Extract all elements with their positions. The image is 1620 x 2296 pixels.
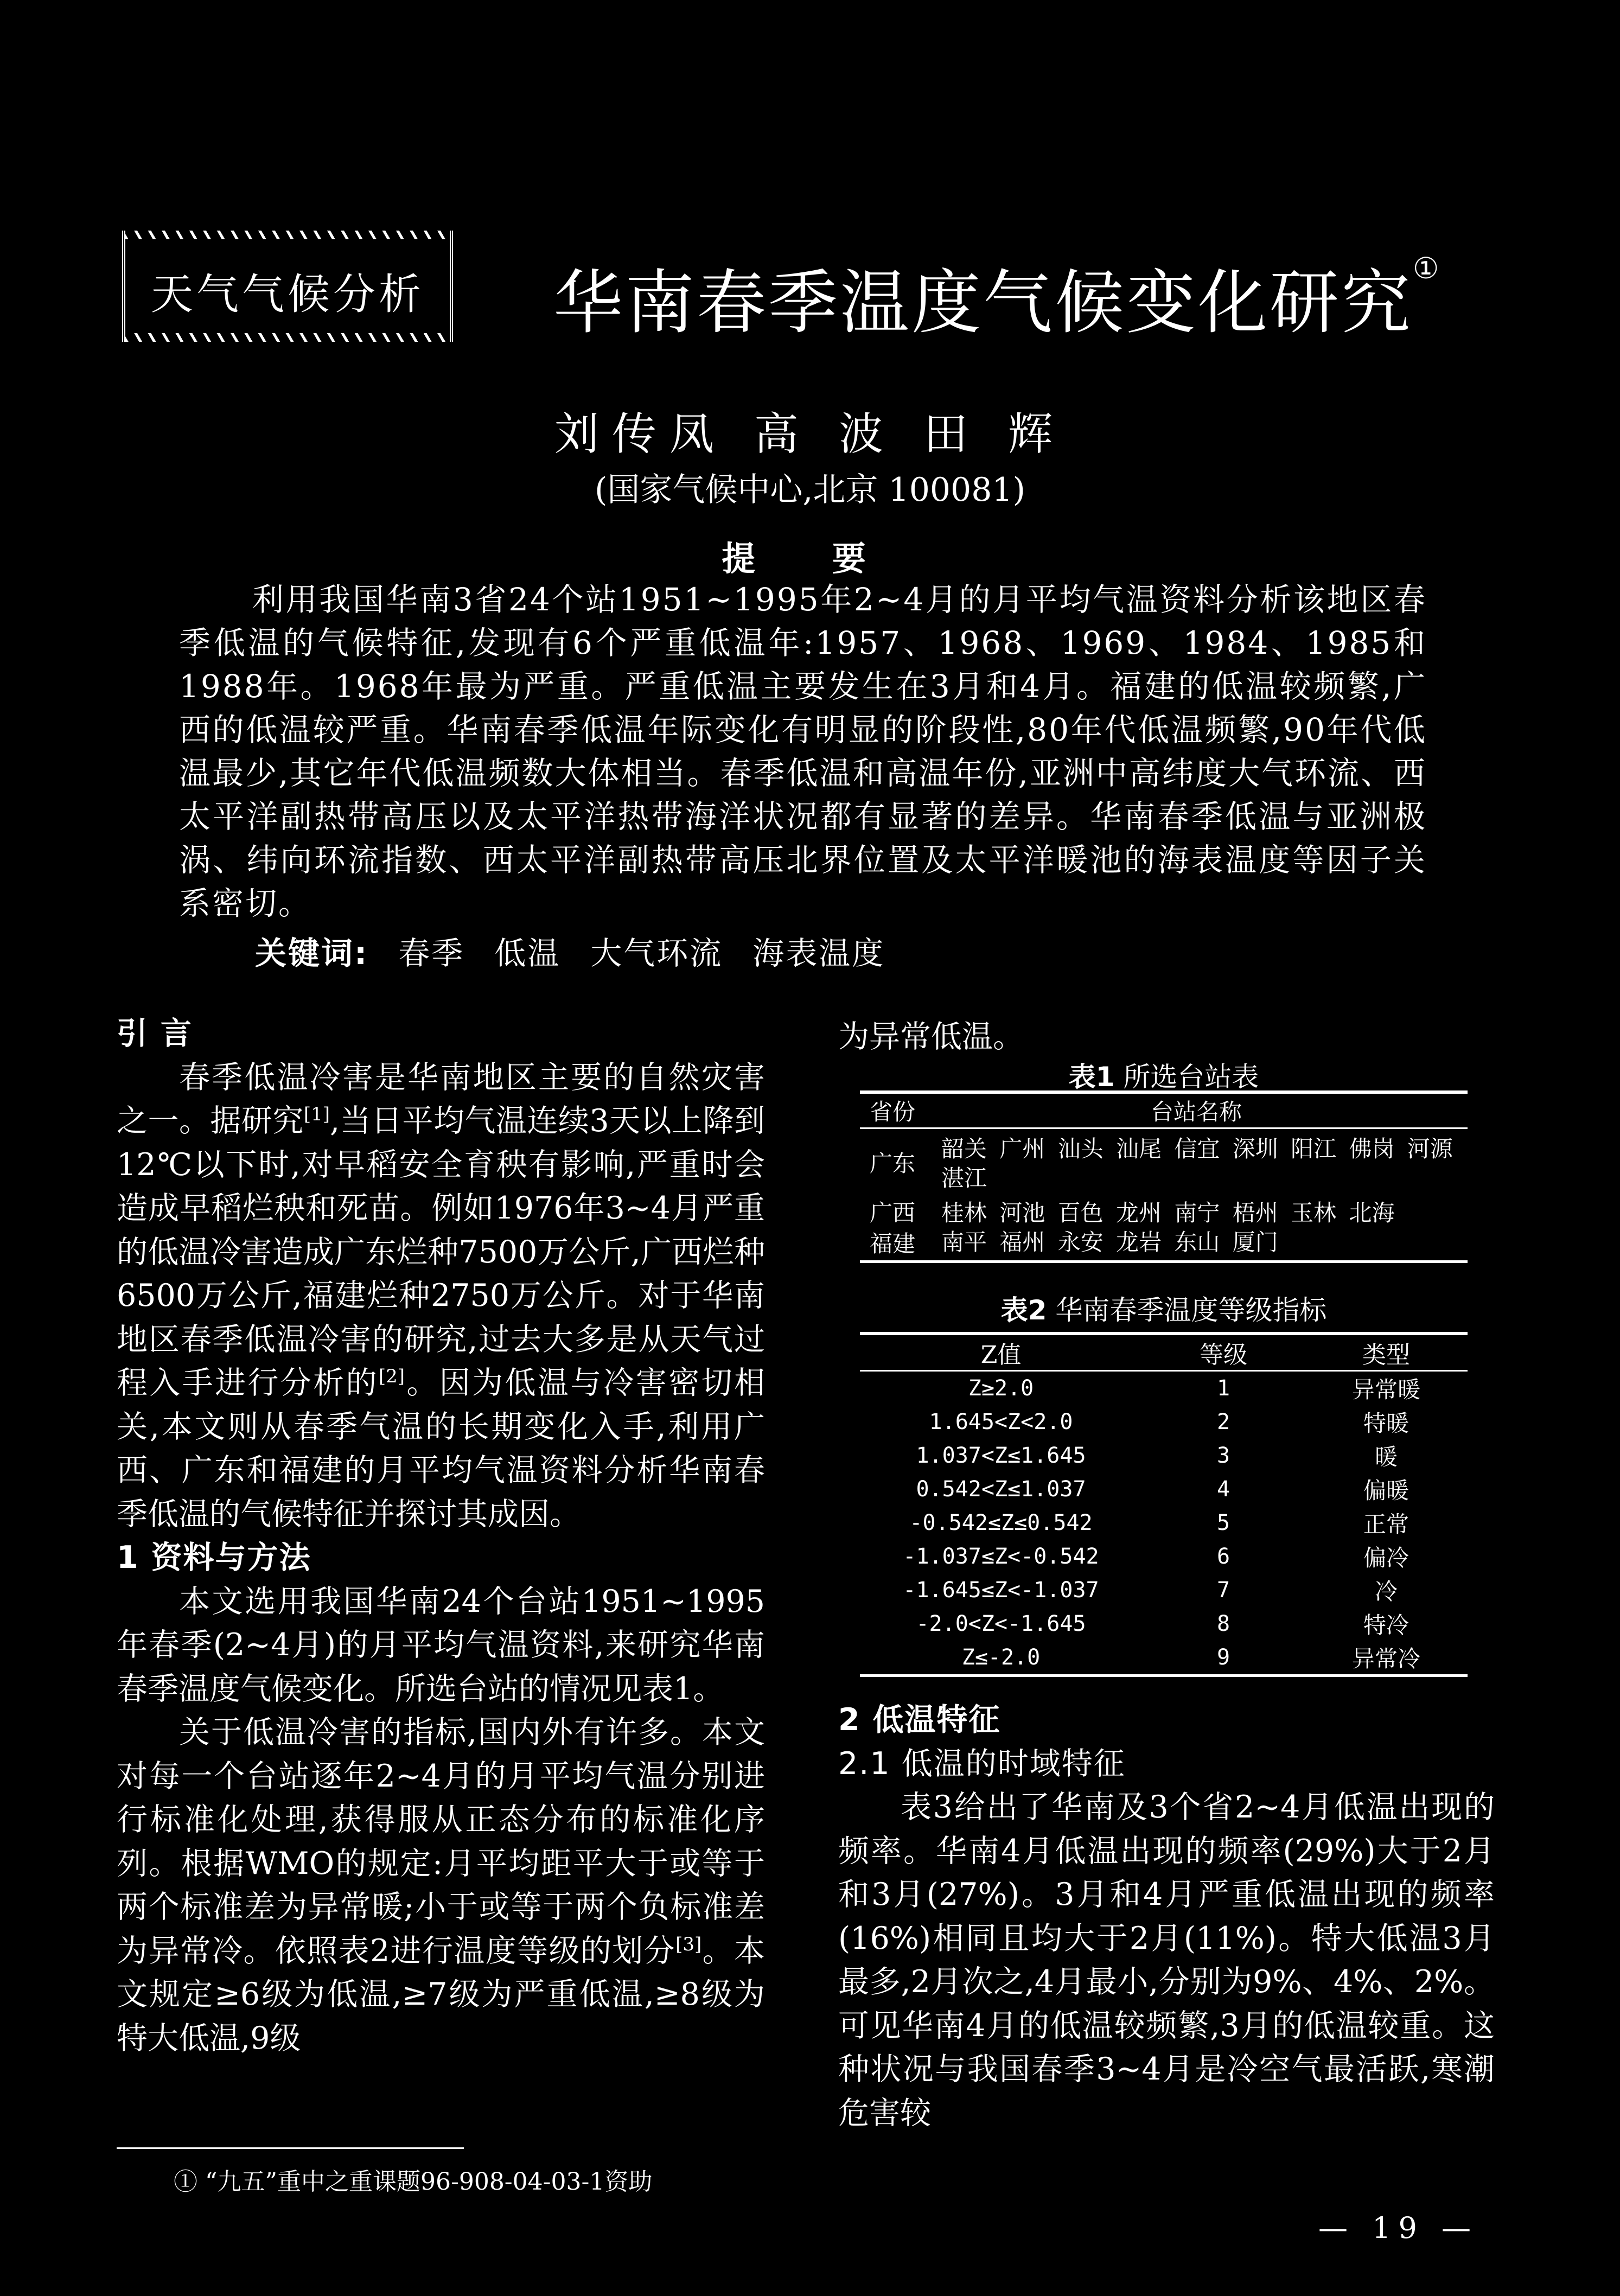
title-footnote-mark: ①: [1413, 251, 1442, 285]
keyword: 低温: [494, 935, 561, 972]
ref-1: [1]: [303, 1104, 330, 1125]
intro-text-c: 。因为低温与冷害密切相关,本文则从春季气温的长期变化入手,利用广西、广东和福建的月平均气温资料分析华南春季低温的气候特征并探讨其成因。: [117, 1365, 765, 1532]
affiliation: (国家气候中心,北京 100081): [594, 471, 1025, 509]
keyword: 海表温度: [752, 935, 885, 972]
table2-type: 偏冷: [1363, 1545, 1409, 1571]
right-column: [838, 1698, 1495, 2135]
section2-1-paragraph: 表3给出了华南及3个省2~4月低温出现的频率。华南4月低温出现的频率(29%)大于2月和3月(27%)。3月和4月严重低温出现的频率(16%)相同且均大于2月(11%)。特大低温3月最多,2月次之,4月最小,分别为9%、4%、2%。可见华南4月的低温较频繁,3月的低温较重。这种状况与我国春季3~4月是冷空气最活跃,寒潮危害较: [838, 1789, 1495, 2131]
table1-stations: 桂林 河池 百色 龙州 南宁 梧州 玉林 北海: [941, 1200, 1395, 1226]
table2-z: 0.542<Z≤1.037: [916, 1477, 1086, 1502]
table2-header-z: Z值: [860, 1334, 1142, 1371]
keywords-label: 关键词:: [255, 935, 369, 972]
paper-title-text: 华南春季温度气候变化研究: [553, 263, 1413, 343]
ref-2: [2]: [378, 1366, 405, 1387]
table2-grade: 8: [1216, 1611, 1230, 1636]
table2-header-type: 类型: [1305, 1334, 1468, 1371]
intro-heading: 引 言: [117, 1016, 193, 1051]
table2-type: 特冷: [1363, 1612, 1409, 1638]
table2-type: 特暖: [1363, 1410, 1409, 1437]
table2: [860, 1332, 1468, 1677]
table2-type: 暖: [1374, 1444, 1398, 1470]
table-row: [860, 1128, 1468, 1199]
table-row: [860, 1506, 1468, 1540]
intro-paragraph: [117, 1056, 765, 1536]
table2-grade: 3: [1216, 1443, 1230, 1468]
table2-type: 偏暖: [1363, 1477, 1409, 1504]
table-row: [860, 1198, 1468, 1228]
table2-label: 表2: [1000, 1294, 1047, 1326]
table2-header-grade: 等级: [1142, 1334, 1305, 1371]
table-row: [860, 1607, 1468, 1641]
footnote-divider: [117, 2147, 464, 2149]
table-header-row: [860, 1334, 1468, 1371]
table1-header-stations: 台站名称: [925, 1092, 1468, 1128]
table2-grade: 7: [1216, 1578, 1230, 1603]
section2-1-heading: 2.1 低温的时域特征: [838, 1745, 1126, 1782]
abstract-heading: 提 要: [722, 539, 898, 578]
table-header-row: [860, 1092, 1468, 1128]
table2-z: -1.037≤Z<-0.542: [903, 1544, 1099, 1569]
table1-province: 福建: [869, 1230, 915, 1257]
table2-grade: 4: [1216, 1477, 1230, 1502]
table-row: [860, 1540, 1468, 1573]
table2-caption: [860, 1289, 1468, 1328]
table-row: [860, 1439, 1468, 1472]
table-row: [860, 1405, 1468, 1439]
table1-header-province: 省份: [860, 1092, 925, 1128]
footnote: ① “九五”重中之重课题96-908-04-03-1资助: [174, 2168, 653, 2196]
table2-z: -1.645≤Z<-1.037: [903, 1578, 1099, 1603]
section1-text-b: 。本文规定≥6级为低温,≥7级为严重低温,≥8级为特大低温,9级: [117, 1933, 766, 2056]
table-row: [860, 1641, 1468, 1676]
table-row: [860, 1472, 1468, 1506]
table1-title: 所选台站表: [1123, 1061, 1259, 1093]
table-row: [860, 1228, 1468, 1262]
right-column-continuation: 为异常低温。: [838, 1019, 1024, 1055]
table-row: [860, 1371, 1468, 1406]
table1-caption: [860, 1055, 1468, 1094]
section-tag-label: 天气气候分析: [150, 270, 424, 319]
abstract: [179, 578, 1427, 925]
table1-stations: 南平 福州 永安 龙岩 东山 厦门: [941, 1229, 1278, 1255]
keyword: 春季: [398, 935, 465, 972]
table2-type: 正常: [1363, 1511, 1409, 1538]
section1-heading: 1 资料与方法: [117, 1540, 311, 1576]
section2-heading: 2 低温特征: [838, 1702, 1001, 1738]
intro-text-a: 春季低温冷害是华南地区主要的自然灾害之一。据研究: [117, 1059, 765, 1139]
authors: 刘传凤 高 波 田 辉: [554, 409, 1066, 460]
table2-grade: 1: [1216, 1376, 1230, 1401]
tag-zigzag-top: [125, 231, 450, 239]
tag-zigzag-bottom: [125, 333, 450, 342]
left-column: [117, 1012, 765, 2060]
table2-z: -2.0<Z<-1.645: [916, 1611, 1086, 1636]
table2-type: 异常冷: [1351, 1646, 1420, 1672]
table2-z: 1.037<Z≤1.645: [916, 1443, 1086, 1468]
table2-z: -0.542≤Z≤0.542: [909, 1510, 1093, 1535]
keyword: 大气环流: [590, 935, 723, 972]
table2-grade: 2: [1216, 1410, 1230, 1434]
paper-title: [553, 247, 1441, 347]
keywords: [255, 928, 885, 973]
table1-label: 表1: [1068, 1061, 1115, 1093]
ref-3: [3]: [675, 1933, 702, 1955]
table2-type: 异常暖: [1351, 1376, 1420, 1403]
table2-grade: 5: [1216, 1510, 1230, 1535]
table2-title: 华南春季温度等级指标: [1055, 1294, 1327, 1326]
table-row: [860, 1573, 1468, 1607]
table2-z: Z≥2.0: [968, 1376, 1034, 1401]
intro-text-b: ,当日平均气温连续3天以上降到12℃以下时,对早稻安全育秧有影响,严重时会造成早稻烂秧和死苗。例如1976年3~4月严重的低温冷害造成广东烂种7500万公斤,广西烂种6500万公斤,福建烂种2750万公斤。对于华南地区春季低温冷害的研究,过去大多是从天气过程入手进行分析的: [117, 1103, 766, 1401]
table2-z: Z≤-2.0: [961, 1645, 1041, 1670]
table2-z: 1.645<Z<2.0: [929, 1410, 1073, 1434]
section-tag: [122, 231, 453, 342]
table2-grade: 9: [1216, 1645, 1230, 1670]
table1-province: 广西: [869, 1200, 915, 1226]
section1-text-a: 关于低温冷害的指标,国内外有许多。本文对每一个台站逐年2~4月的月平均气温分别进行标准化处理,获得服从正态分布的标准化序列。根据WMO的规定:月平均距平大于或等于两个标准差为异常暖;小于或等于两个负标准差为异常冷。依照表2进行温度等级的划分: [117, 1714, 765, 1969]
section1-paragraph-2: [117, 1711, 765, 2060]
table2-grade: 6: [1216, 1544, 1230, 1569]
page-number: — 19 —: [1318, 2211, 1479, 2245]
table1-stations: 韶关 广州 汕头 汕尾 信宜 深圳 阳江 佛岗 河源 湛江: [941, 1136, 1453, 1191]
table2-type: 冷: [1374, 1578, 1398, 1605]
table1-province: 广东: [869, 1150, 915, 1177]
section1-paragraph-1: 本文选用我国华南24个台站1951~1995年春季(2~4月)的月平均气温资料,来研究华南春季温度气候变化。所选台站的情况见表1。: [117, 1583, 765, 1707]
table1: [860, 1090, 1468, 1263]
abstract-text: 利用我国华南3省24个站1951~1995年2~4月的月平均气温资料分析该地区春季低温的气候特征,发现有6个严重低温年:1957、1968、1969、1984、1985和1988年。1968年最为严重。严重低温主要发生在3月和4月。福建的低温较频繁,广西的低温较严重。华南春季低温年际变化有明显的阶段性,80年代低温频繁,90年代低温最少,其它年代低温频数大体相当。春季低温和高温年份,亚洲中高纬度大气环流、西太平洋副热带高压以及太平洋热带海洋状况都有显著的差异。华南春季低温与亚洲极涡、纬向环流指数、西太平洋副热带高压北界位置及太平洋暖池的海表温度等因子关系密切。: [179, 581, 1427, 922]
